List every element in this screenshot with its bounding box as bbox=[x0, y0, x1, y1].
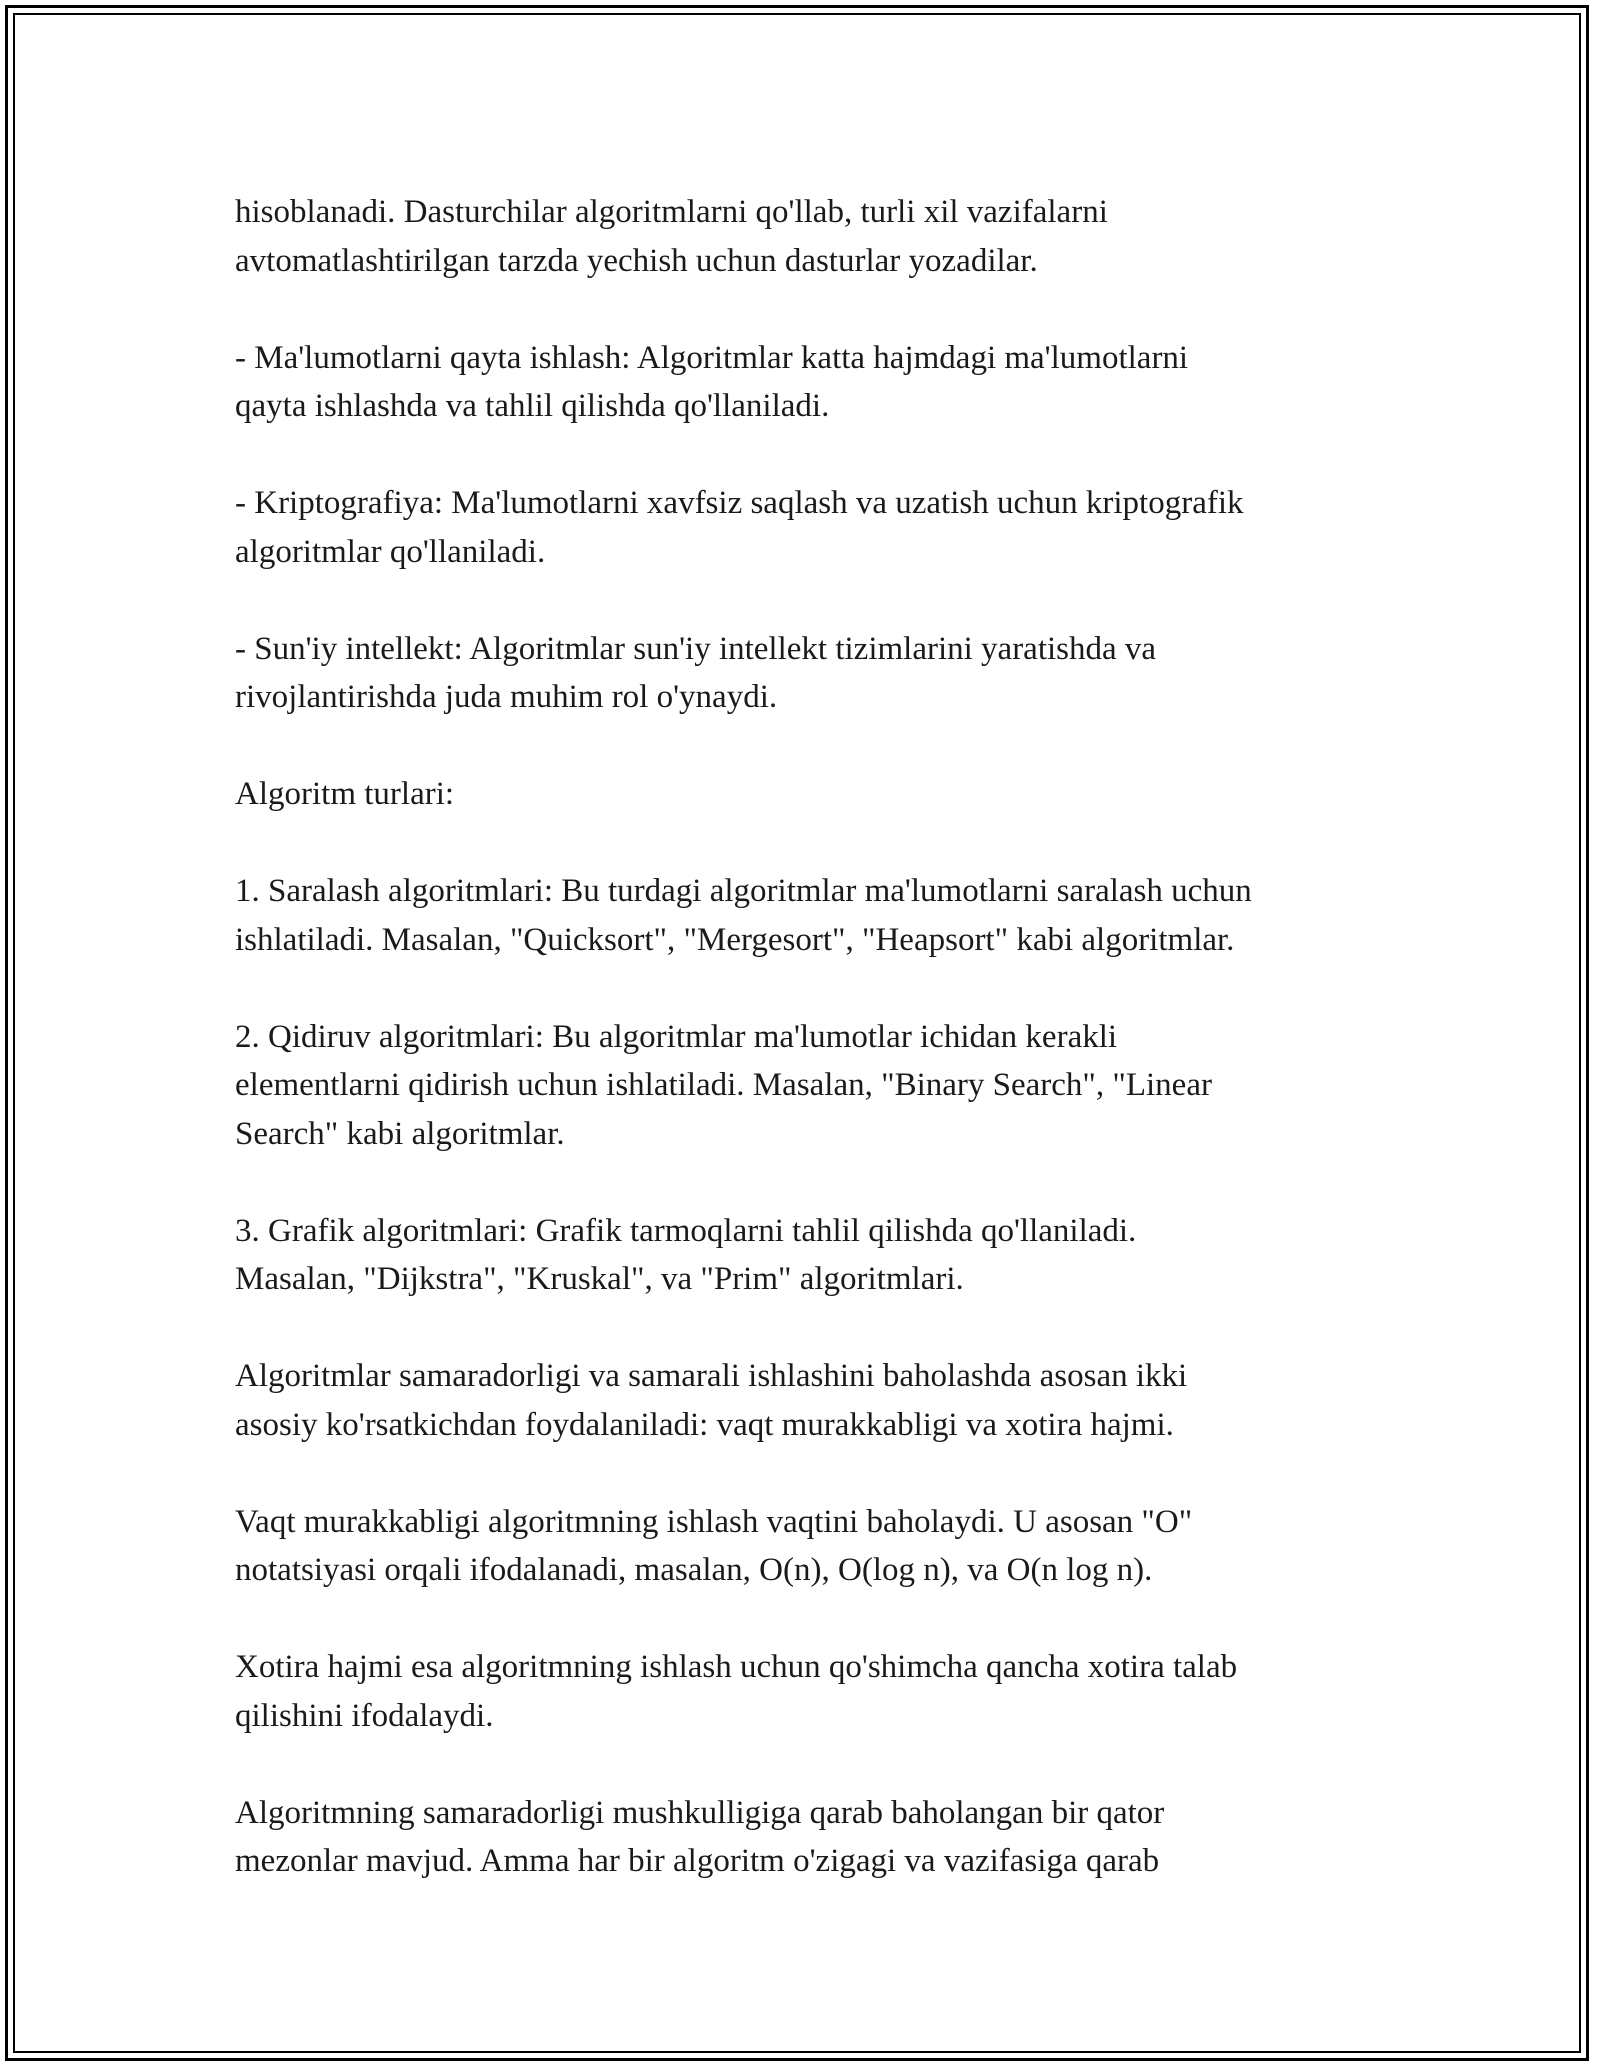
numbered-item-sorting bbox=[235, 867, 1385, 964]
text-line: Algoritmlar samaradorligi va samarali ishlashini baholashda asosan ikki bbox=[235, 1358, 1188, 1394]
text-line: 1. Saralash algoritmlari: Bu turdagi algoritmlar ma'lumotlarni saralash uchun bbox=[235, 873, 1252, 909]
text-line: rivojlantirishda juda muhim rol o'ynaydi. bbox=[235, 679, 778, 715]
text-line: 2. Qidiruv algoritmlari: Bu algoritmlar ma'lumotlar ichidan kerakli bbox=[235, 1018, 1118, 1055]
text-line: algoritmlar qo'llaniladi. bbox=[235, 533, 546, 570]
list-item-ai bbox=[235, 625, 1385, 722]
paragraph bbox=[235, 1789, 1385, 1886]
text-line: Algoritm turlari: bbox=[235, 776, 455, 812]
text-line: Algoritmning samaradorligi mushkulligiga qarab baholangan bir qator bbox=[235, 1794, 1165, 1831]
section-heading bbox=[235, 770, 1385, 819]
paragraph bbox=[235, 1643, 1385, 1740]
text-line: Search" kabi algoritmlar. bbox=[235, 1115, 565, 1152]
text-line: qayta ishlashda va tahlil qilishda qo'llaniladi. bbox=[235, 388, 830, 424]
text-line: Masalan, "Dijkstra", "Kruskal", va "Prim" algoritmlari. bbox=[235, 1261, 964, 1297]
numbered-item-graph bbox=[235, 1207, 1385, 1304]
text-line: ishlatiladi. Masalan, "Quicksort", "Mergesort", "Heapsort" kabi algoritmlar. bbox=[235, 921, 1235, 958]
paragraph bbox=[235, 1352, 1385, 1449]
text-line: avtomatlashtirilgan tarzda yechish uchun dasturlar yozadilar. bbox=[235, 242, 1038, 279]
text-line: Xotira hajmi esa algoritmning ishlash uchun qo'shimcha qancha xotira talab bbox=[235, 1649, 1238, 1685]
text-line: mezonlar mavjud. Amma har bir algoritm o'zigagi va vazifasiga qarab bbox=[235, 1843, 1160, 1879]
text-line: 3. Grafik algoritmlari: Grafik tarmoqlarni tahlil qilishda qo'llaniladi. bbox=[235, 1212, 1137, 1249]
document-body bbox=[235, 188, 1385, 1886]
list-item-cryptography bbox=[235, 479, 1385, 576]
text-line: Vaqt murakkabligi algoritmning ishlash vaqtini baholaydi. U asosan "O" bbox=[235, 1503, 1193, 1540]
paragraph bbox=[235, 188, 1385, 285]
list-item-data-processing bbox=[235, 334, 1385, 431]
text-line: - Kriptografiya: Ma'lumotlarni xavfsiz saqlash va uzatish uchun kriptografik bbox=[235, 485, 1244, 521]
text-line: - Ma'lumotlarni qayta ishlash: Algoritmlar katta hajmdagi ma'lumotlarni bbox=[235, 339, 1189, 376]
text-line: hisoblanadi. Dasturchilar algoritmlarni qo'llab, turli xil vazifalarni bbox=[235, 194, 1108, 230]
text-line: - Sun'iy intellekt: Algoritmlar sun'iy intellekt tizimlarini yaratishda va bbox=[235, 630, 1157, 667]
paragraph bbox=[235, 1498, 1385, 1595]
numbered-item-search bbox=[235, 1013, 1385, 1159]
text-line: notatsiyasi orqali ifodalanadi, masalan, O(n), O(log n), va O(n log n). bbox=[235, 1552, 1153, 1588]
text-line: qilishini ifodalaydi. bbox=[235, 1697, 494, 1734]
text-line: asosiy ko'rsatkichdan foydalaniladi: vaqt murakkabligi va xotira hajmi. bbox=[235, 1406, 1174, 1443]
text-line: elementlarni qidirish uchun ishlatiladi. Masalan, "Binary Search", "Linear bbox=[235, 1067, 1212, 1103]
